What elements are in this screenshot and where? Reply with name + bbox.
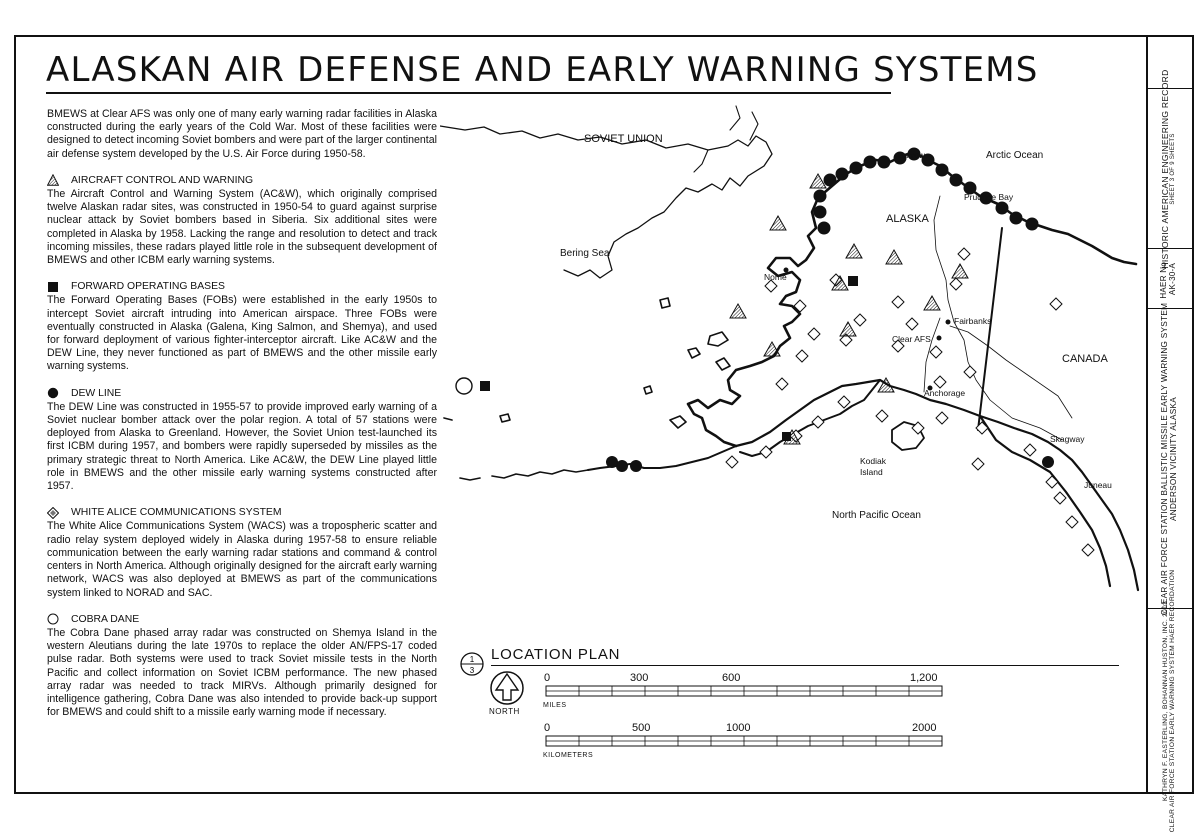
label-juneau: Juneau: [1084, 480, 1112, 490]
section-body: The White Alice Communications System (WACS) was a tropospheric scatter and radio relay system deployed widely in Alaska during 1957-58 to ensure reliable communication between the early warning radar stations and command & control centers in North America. Although originally designed for the aircraft early warning network, WACS was also deployed at BMEWS as part of the communications system linked to NORAD and SAC.: [47, 520, 437, 599]
title-block-haer: [1146, 249, 1192, 309]
section-wacs: [47, 506, 437, 599]
label-barrow: Barrow: [898, 150, 925, 160]
location-plan-title: LOCATION PLAN: [491, 646, 621, 663]
title-block-delineation: [1146, 569, 1192, 832]
alaska-peninsula: [736, 380, 1138, 590]
cobra-dane: [456, 378, 472, 394]
haer-label: HAER No.: [1159, 258, 1169, 299]
section-heading: AIRCRAFT CONTROL AND WARNING: [71, 174, 254, 186]
miles-tick-2: 600: [722, 672, 741, 684]
km-tick-2: 1000: [726, 722, 751, 734]
label-anchorage: Anchorage: [924, 388, 966, 398]
project-location: ANDERSON VICINITY ALASKA: [1169, 396, 1178, 521]
page-title: ALASKAN AIR DEFENSE AND EARLY WARNING SYSTEMS: [46, 50, 1039, 90]
hatched-triangle-icon: [47, 174, 59, 186]
label-alaska: ALASKA: [886, 213, 929, 225]
km-label: KILOMETERS: [543, 752, 594, 759]
section-dew: [47, 387, 437, 494]
record-name: HISTORIC AMERICAN ENGINEERING RECORD: [1160, 68, 1171, 269]
project-name: CLEAR AIR FORCE STATION BALLISTIC MISSILE EARLY WARNING SYSTEM: [1159, 302, 1169, 615]
title-underline: [46, 92, 891, 94]
kilometers-scale-bar: [540, 730, 950, 760]
map-labels: [560, 133, 1112, 521]
title-block-project: [1146, 302, 1192, 615]
label-canada: CANADA: [1062, 353, 1108, 365]
filled-circle-icon: [47, 387, 59, 399]
title-block-record: [1146, 68, 1192, 269]
aleutian-chain: [444, 418, 588, 480]
section-heading: FORWARD OPERATING BASES: [71, 281, 225, 293]
section-acw: [47, 174, 437, 267]
sheet-reference-bubble: [459, 648, 485, 680]
alaska-west-coast: [688, 198, 818, 446]
intro-paragraph: BMEWS at Clear AFS was only one of many early warning radar facilities in Alaska constructed during the early years of the Cold War. Most of these facilities were designed to detect incoming Soviet bombers and were part of the larger continental air defense system developed by the U.S. Air Force during 1950-58.: [47, 108, 437, 160]
miles-tick-0: 0: [544, 672, 551, 684]
label-bering-sea: Bering Sea: [560, 248, 610, 259]
location-plan-rule: [491, 665, 1119, 666]
diamond-icon: [47, 507, 59, 519]
miles-tick-1: 300: [630, 672, 649, 684]
label-fairbanks: Fairbanks: [954, 316, 992, 326]
open-circle-icon: [47, 613, 59, 625]
bering-islands: [500, 298, 730, 428]
label-skagway: Skagway: [1050, 434, 1085, 444]
km-tick-1: 500: [632, 722, 651, 734]
north-label: NORTH: [489, 707, 520, 716]
label-kodiak-island: Island: [860, 467, 883, 477]
km-tick-0: 0: [544, 722, 551, 734]
miles-scale-bar: [540, 680, 950, 710]
haer-number: AK-30-A: [1168, 262, 1177, 295]
section-fob: [47, 280, 437, 373]
section-body: The DEW Line was constructed in 1955-57 to provide improved early warning of a Soviet nuclear bomber attack over the polar region. A total of 57 stations were deployed from Alaska to Greenland. However, the Soviet Union test-launched its first ICBM during 1957, and bombers were rapidly superseded by missiles as the primary strategic threat to North America. Like AC&W, the DEW Line played little role in BMEWS and the other missile early warning systems constructed after 1957.: [47, 400, 437, 493]
sheet-ref-bottom: 3: [469, 666, 475, 675]
sheet-ref-top: 1: [469, 655, 475, 664]
label-kodiak: Kodiak: [860, 456, 886, 466]
recordation-name: CLEAR AIR FORCE STATION EARLY WARNING SYSTEM HAER RECORDATION: [1169, 569, 1176, 832]
label-north-pacific: North Pacific Ocean: [832, 510, 921, 521]
section-body: The Forward Operating Bases (FOBs) were established in the early 1950s to intercept Soviet aircraft intruding into American airspace. Three FOBs were eventually constructed in Alaska (Galena, King Salmon, and Shemya), and used for forward deployment of various fighter-interceptor aircraft. Like AC&W and the DEW Line, they never functioned as part of BMEWS and the other missile early warning systems.: [47, 294, 437, 373]
section-body: The Cobra Dane phased array radar was constructed on Shemya Island in the western Aleutians during the late 1970s to replace the older AN/FPS-17 coded pulse radar. Both systems were used to track Soviet missile tests in the North Pacific and collect information on Soviet ICBM performance. The new phased array radar was needed to track MIRVs. Although primarily designed for intelligence gathering, Cobra Dane was also intended to provide back-up support for BMEWS and could shift to a missile early warning mode if necessary.: [47, 626, 437, 719]
section-heading: WHITE ALICE COMMUNICATIONS SYSTEM: [71, 507, 282, 519]
cobra-dane-marker: [456, 378, 472, 394]
sheet-number: SHEET 3 OF 9 SHEETS: [1170, 132, 1177, 205]
section-heading: DEW LINE: [71, 387, 122, 399]
alaska-north-coast: [818, 152, 1136, 264]
section-cobra-dane: [47, 613, 437, 720]
alaska-map: [440, 100, 1140, 635]
siberia-coast-east: [694, 106, 758, 172]
title-block: [1146, 35, 1194, 832]
filled-square-icon: [47, 281, 59, 293]
label-soviet-union: SOVIET UNION: [584, 133, 663, 145]
label-nome: Nome: [764, 272, 787, 282]
km-tick-3: 2000: [912, 722, 937, 734]
miles-label: MILES: [543, 702, 567, 709]
section-body: The Aircraft Control and Warning System (AC&W), which originally comprised twelve Alaskan radar sites, was constructed in 1950-54 to guard against surprise nuclear attack by Soviet bombers based in Siberia. Six additional sites were completed in Alaska by 1958. Lacking the range and resolution to detect and track incoming missiles, these radars played little role in the subsequent development of BMEWS and other ICBM early warning systems.: [47, 188, 437, 267]
section-heading: COBRA DANE: [71, 613, 140, 625]
north-arrow-icon: [487, 668, 527, 708]
label-arctic-ocean: Arctic Ocean: [986, 150, 1044, 161]
miles-tick-3: 1,200: [910, 672, 938, 684]
narrative-column: [47, 108, 437, 719]
delineated-by: KATHRYN F. EASTERLING, BOHANNAN HUSTON, INC. 2003: [1161, 600, 1169, 801]
label-prudhoe-bay: Prudhoe Bay: [964, 192, 1014, 202]
label-clear-afs: Clear AFS: [892, 334, 931, 344]
